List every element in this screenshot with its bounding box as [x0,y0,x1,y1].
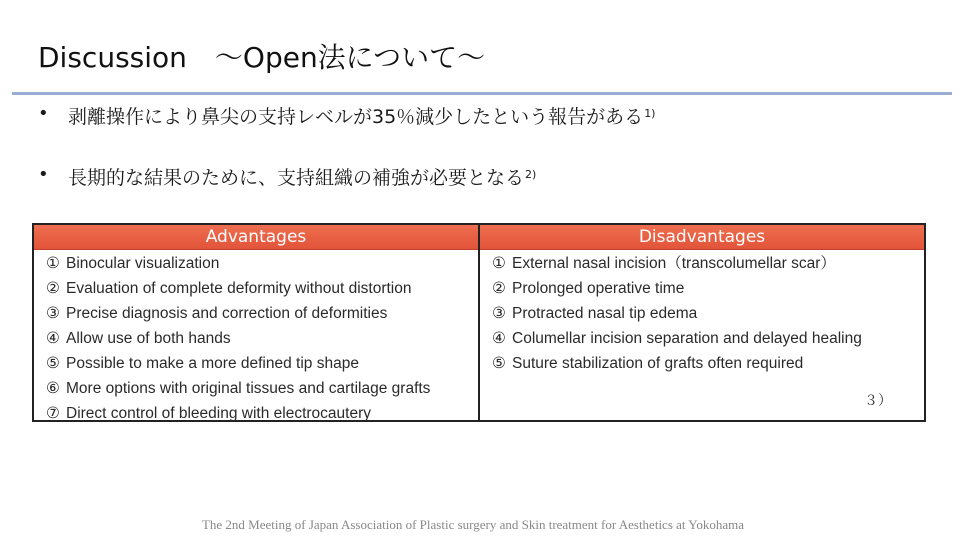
disadvantage-item [492,301,924,326]
item-text: Direct control of bleeding with electrocautery [66,405,371,422]
table-reference: ３） [864,393,892,409]
advantage-item [46,401,478,426]
disadvantage-item [492,326,924,351]
item-number: ④ [492,330,506,347]
slide-footer: The 2nd Meeting of Japan Association of Plastic surgery and Skin treatment for Aesthetics at Yokohama [201,517,745,532]
title-divider [12,92,952,95]
bullet-text: 長期的な結果のために、支持組織の補強が必要となる [68,167,525,189]
disadvantage-item [492,276,924,301]
item-text: Prolonged operative time [512,280,685,297]
bullet-item [38,100,938,131]
item-number: ② [492,280,506,297]
item-text: Protracted nasal tip edema [512,305,698,322]
advantage-item [46,326,478,351]
item-text: Columellar incision separation and delayed healing [512,330,862,347]
item-number: ⑤ [492,355,506,372]
item-number: ⑤ [46,355,60,372]
bullet-ref: 1) [644,107,656,120]
bullet-list [38,100,938,192]
advantage-item [46,301,478,326]
disadvantages-column [478,225,924,420]
item-text: Evaluation of complete deformity without distortion [66,280,412,297]
advantages-column [34,225,478,420]
advantages-header: Advantages [34,225,478,250]
item-text: External nasal incision（transcolumellar scar） [512,255,836,272]
item-text: Binocular visualization [66,255,220,272]
bullet-item [38,161,938,192]
bullet-dot-icon: • [38,103,49,124]
bullet-text: 剥離操作により鼻尖の支持レベルが35％減少したという報告がある [68,106,644,128]
item-number: ② [46,280,60,297]
item-number: ⑥ [46,380,60,397]
disadvantages-header: Disadvantages [480,225,924,250]
item-text: Precise diagnosis and correction of deformities [66,305,388,322]
item-number: ④ [46,330,60,347]
item-text: Allow use of both hands [66,330,231,347]
disadvantage-item [492,251,924,276]
item-number: ① [46,255,60,272]
advantage-item [46,376,478,401]
advantage-item [46,251,478,276]
comparison-table [32,223,926,422]
item-number: ① [492,255,506,272]
bullet-ref: 2) [525,168,537,181]
item-number: ③ [492,305,506,322]
item-text: Suture stabilization of grafts often required [512,355,804,372]
item-text: More options with original tissues and cartilage grafts [66,380,431,397]
item-number: ③ [46,305,60,322]
item-text: Possible to make a more defined tip shape [66,355,359,372]
item-number: ⑦ [46,405,60,422]
disadvantage-item [492,351,924,376]
advantage-item [46,276,478,301]
bullet-dot-icon: • [38,164,49,185]
slide-title: Discussion ～Open法について～ [38,41,486,74]
advantage-item [46,351,478,376]
